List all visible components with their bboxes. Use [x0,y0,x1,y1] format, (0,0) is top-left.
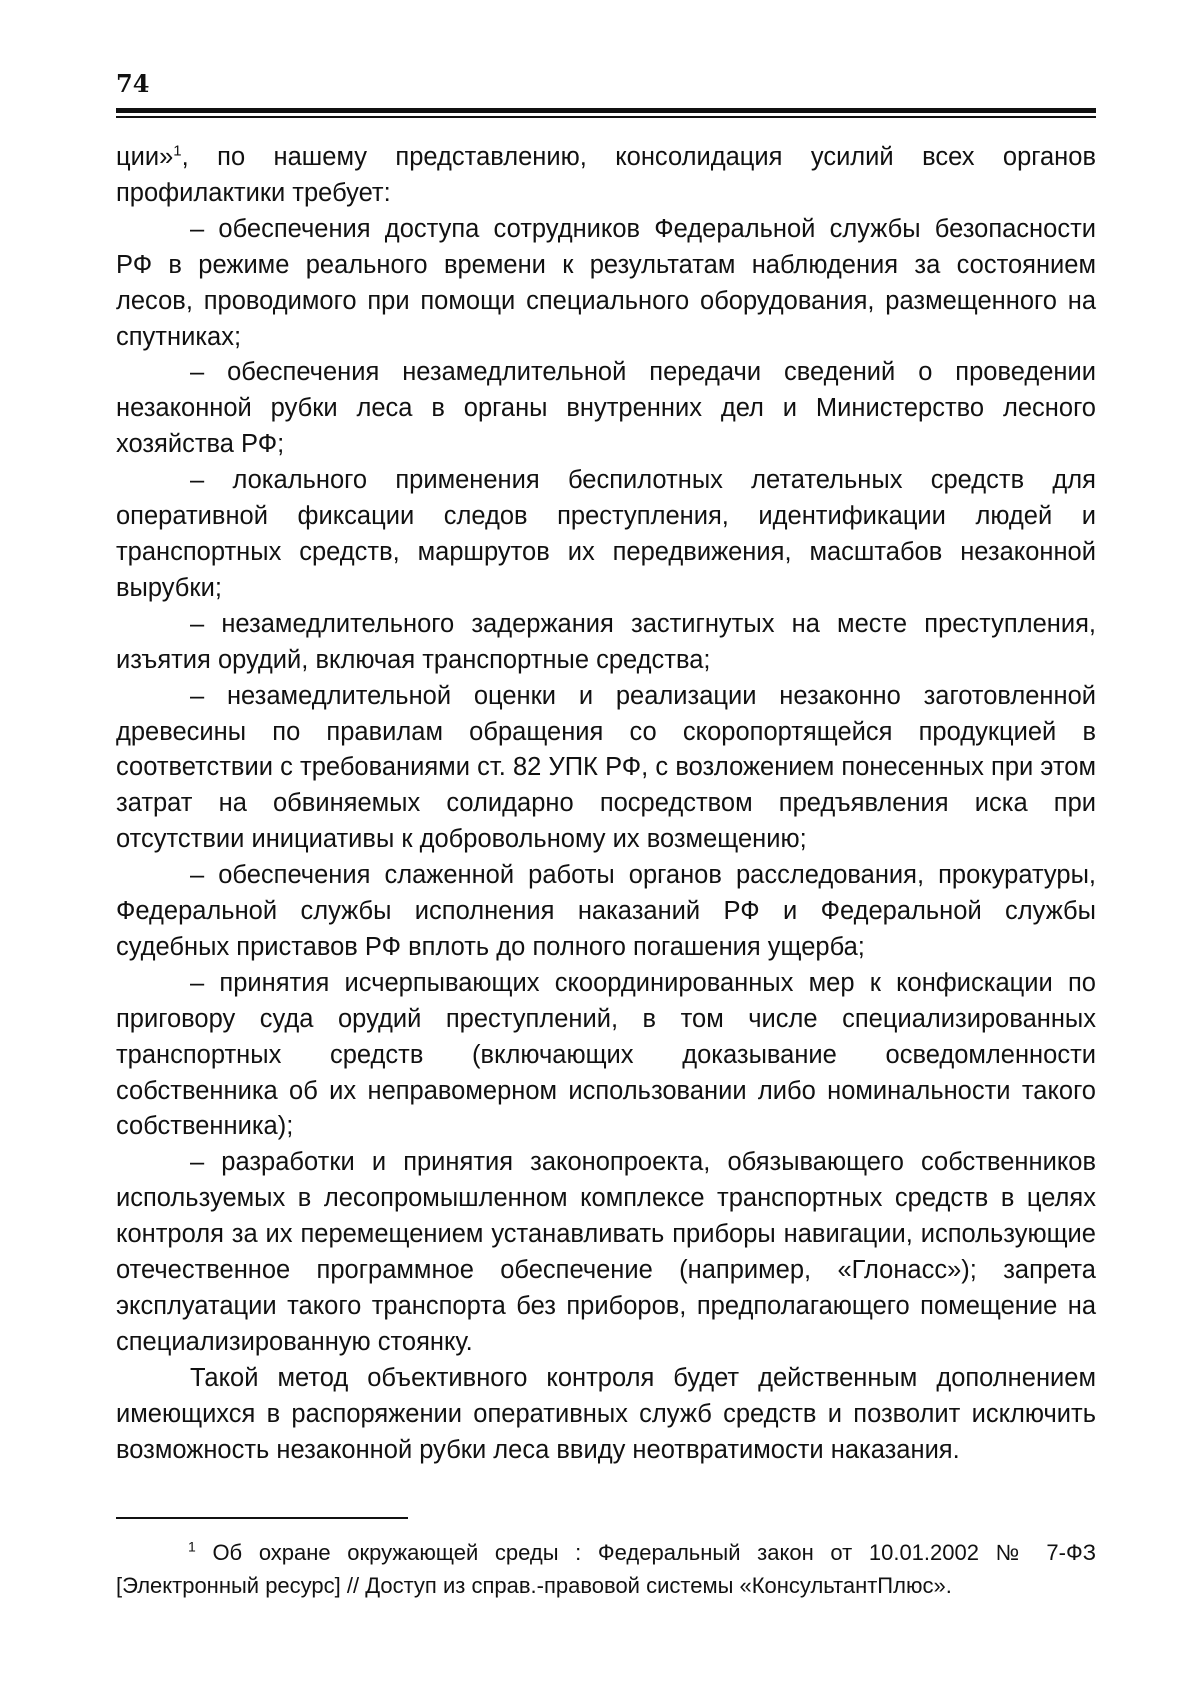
footnote-marker: 1 [188,1538,196,1555]
footnote-text: Об охране окружающей среды : Федеральный закон от 10.01.2002 № 7-ФЗ [Электронный ресурс] // Доступ из справ.-правовой системы «КонсультантПлюс». [116,1540,1096,1598]
header-rule-thick [116,108,1096,113]
list-item: – обеспечения слаженной работы органов расследования, прокуратуры, Федеральной службы исполнения наказаний РФ и Федеральной службы судебных приставов РФ вплоть до полного погашения ущерба; [116,861,1096,961]
list-item: – обеспечения доступа сотрудников Федеральной службы безопасности РФ в режиме реального времени к результатам наблюдения за состоянием лесов, проводимого при помощи специального оборудования, размещенного на спутниках; [116,214,1096,351]
footnote [116,1536,1096,1602]
list-item: – незамедлительной оценки и реализации незаконно заготовленной древесины по правилам обращения со скоропортящейся продукцией в соответствии с требованиями ст. 82 УПК РФ, с возложением понесенных при этом затрат на обвиняемых солидарно посредством предъявления иска при отсутствии инициативы к добровольному их возмещению; [116,681,1096,854]
page-number: 74 [116,69,150,98]
body-text [116,140,1096,1469]
conclusion-paragraph: Такой метод объективного контроля будет действенным дополнением имеющихся в распоряжении оперативных служб средств и позволит исключить возможность незаконной рубки леса ввиду неотвратимости наказания. [116,1363,1096,1464]
list-item: – локального применения беспилотных летательных средств для оперативной фиксации следов преступления, идентификации людей и транспортных средств, маршрутов их передвижения, масштабов незаконной вырубки; [116,466,1096,602]
list-item: – незамедлительного задержания застигнутых на месте преступления, изъятия орудий, включая транспортные средства; [116,609,1096,674]
list-item: – разработки и принятия законопроекта, обязывающего собственников используемых в лесопромышленном комплексе транспортных средств в целях контроля за их перемещением устанавливать приборы навигации, использующие отечественное программное обеспечение (например, «Глонасс»); запрета эксплуатации такого транспорта без приборов, предполагающего помещение на специализированную стоянку. [116,1148,1096,1356]
intro-text-start: ции» [116,143,174,171]
footnote-reference: 1 [173,142,182,160]
footnote-separator [116,1517,408,1519]
list-item: – принятия исчерпывающих скоординированных мер к конфискации по приговору суда орудий преступлений, в том числе специализированных транспортных средств (включающих доказывание осведомленности собственника об их неправомерном использовании либо номинальности такого собственника); [116,968,1096,1141]
list-item: – обеспечения незамедлительной передачи сведений о проведении незаконной рубки леса в органы внутренних дел и Министерство лесного хозяйства РФ; [116,358,1096,459]
intro-text-end: , по нашему представлению, консолидация усилий всех органов профилактики требует: [116,143,1096,207]
intro-paragraph [116,140,1096,212]
header-rule-thin [116,116,1096,118]
